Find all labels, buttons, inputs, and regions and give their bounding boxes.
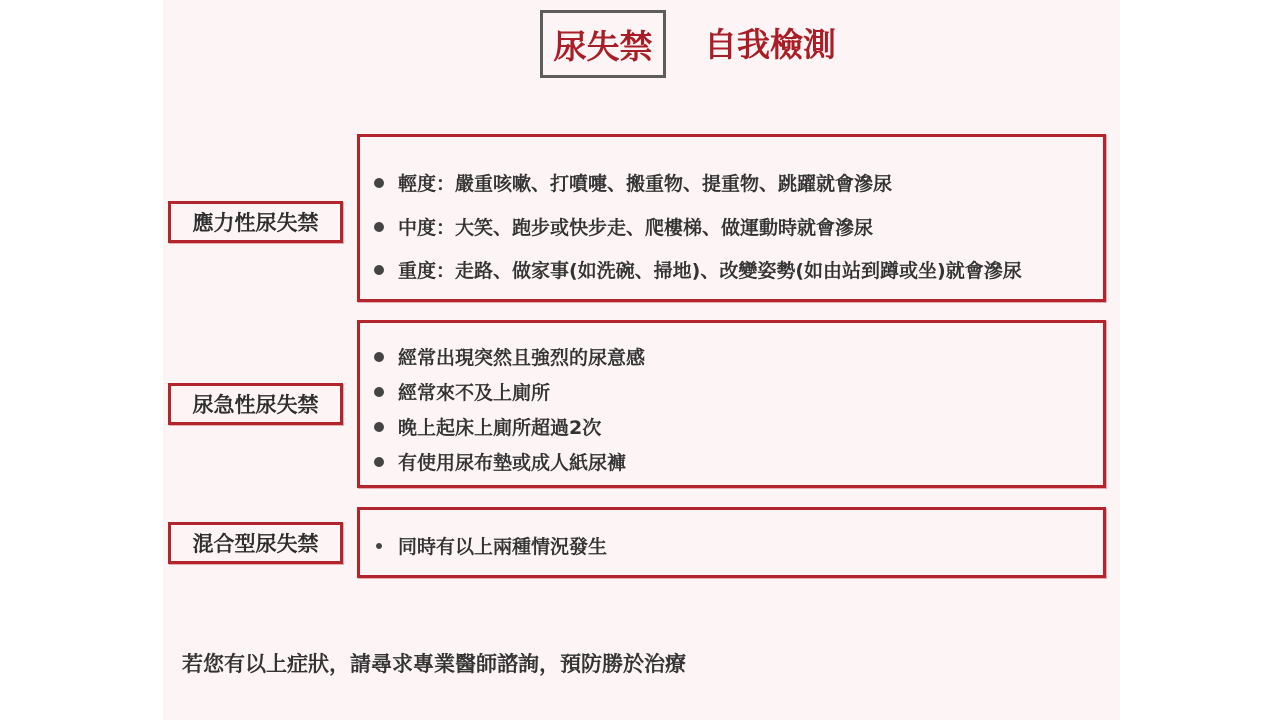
section-label-urge <box>168 383 343 425</box>
list-item <box>374 378 550 405</box>
list-item <box>374 532 607 559</box>
list-item-text: 經常出現突然且強烈的尿意感 <box>398 347 646 369</box>
list-item <box>374 413 601 440</box>
list-item-text: 重度：走路、做家事(如洗碗、掃地)、改變姿勢(如由站到蹲或坐)就會滲尿 <box>398 260 1022 282</box>
list-item <box>374 343 645 370</box>
list-item-text: 有使用尿布墊或成人紙尿褲 <box>398 452 627 474</box>
section-label-mixed <box>168 522 343 564</box>
section-box-urge <box>357 320 1106 488</box>
list-item <box>374 213 873 240</box>
section-box-stress <box>357 134 1106 302</box>
bullet-icon <box>374 265 384 275</box>
list-item-text: 晚上起床上廁所超過2次 <box>398 417 602 439</box>
bullet-icon <box>374 387 384 397</box>
bullet-icon <box>374 352 384 362</box>
bullet-icon <box>374 457 384 467</box>
title-subtitle: 自我檢測 <box>704 25 836 64</box>
list-item-text: 輕度：嚴重咳嗽、打噴嚏、搬重物、提重物、跳躍就會滲尿 <box>398 173 893 195</box>
section-box-mixed <box>357 507 1106 578</box>
footer-advice: 若您有以上症狀，請尋求專業醫師諮詢，預防勝於治療 <box>182 652 686 676</box>
list-item-text: 中度：大笑、跑步或快步走、爬樓梯、做運動時就會滲尿 <box>398 217 874 239</box>
list-item <box>374 256 1022 283</box>
section-label-text: 應力性尿失禁 <box>192 211 319 235</box>
title-boxed-word <box>540 10 666 78</box>
section-label-text: 尿急性尿失禁 <box>192 393 319 417</box>
bullet-icon <box>374 422 384 432</box>
bullet-icon <box>374 178 384 188</box>
section-label-text: 混合型尿失禁 <box>192 532 319 556</box>
list-item <box>374 169 892 196</box>
list-item-text: 經常來不及上廁所 <box>398 382 551 404</box>
bullet-icon <box>376 543 382 549</box>
section-label-stress <box>168 201 343 243</box>
list-item <box>374 448 626 475</box>
bullet-icon <box>374 222 384 232</box>
title-boxed-text: 尿失禁 <box>553 26 653 66</box>
list-item-text: 同時有以上兩種情況發生 <box>398 536 608 558</box>
